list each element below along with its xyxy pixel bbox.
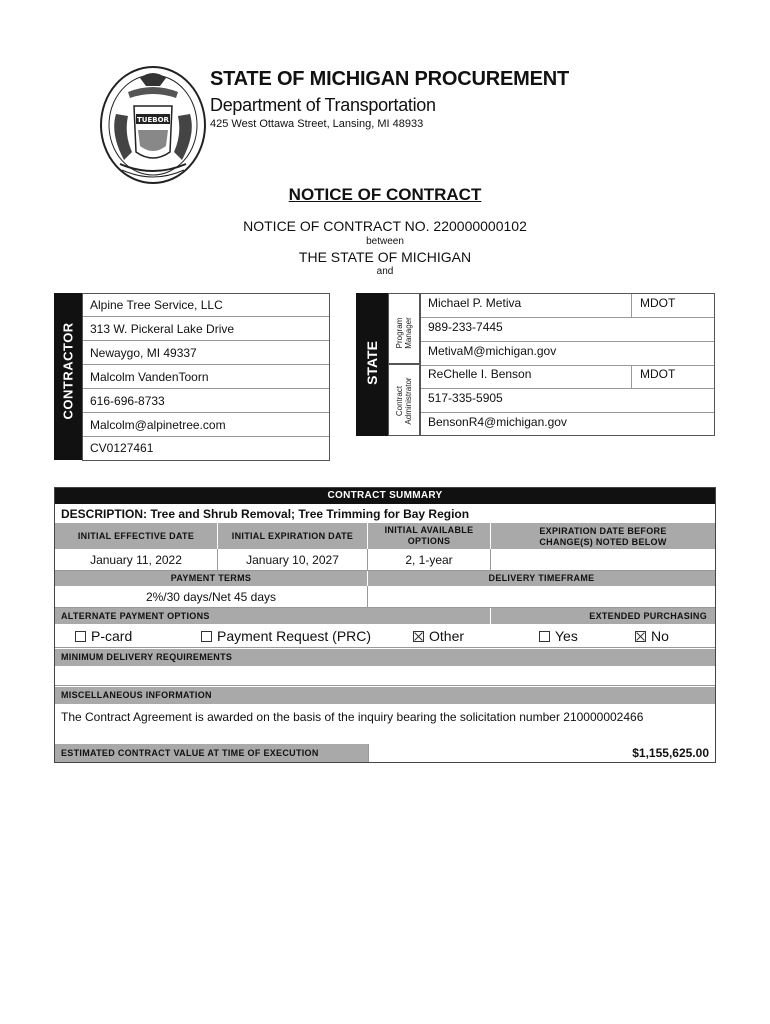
estimated-value-label: ESTIMATED CONTRACT VALUE AT TIME OF EXECUTION [55,744,368,762]
other-option[interactable] [413,628,464,644]
contractor-name: Alpine Tree Service, LLC [83,294,329,317]
page-title: STATE OF MICHIGAN PROCUREMENT [210,68,570,90]
pm-name: Michael P. Metiva [421,294,631,318]
min-delivery-label: MINIMUM DELIVERY REQUIREMENTS [55,649,715,666]
pcard-checkbox[interactable] [75,631,86,642]
department-address: 425 West Ottawa Street, Lansing, MI 48933 [210,118,424,130]
other-label: Other [429,628,465,644]
contractor-phone: 616-696-8733 [83,390,329,413]
available-options-value: 2, 1-year [368,549,491,571]
misc-info-text: The Contract Agreement is awarded on the basis of the inquiry bearing the solicitation number 210000002466 [61,710,644,724]
col-effective-date: INITIAL EFFECTIVE DATE [55,523,218,549]
between-text: between [366,236,404,247]
state-label: STATE [364,341,380,385]
prc-checkbox[interactable] [201,631,212,642]
ca-name: ReChelle I. Benson [421,365,631,389]
other-checkbox[interactable] [413,631,424,642]
payment-terms-value: 2%/30 days/Net 45 days [55,586,368,608]
contract-description: DESCRIPTION: Tree and Shrub Removal; Tree Trimming for Bay Region [61,507,470,521]
pm-agency: MDOT [631,294,714,318]
payment-terms-label: PAYMENT TERMS [55,571,368,586]
col-expiration-before-change: EXPIRATION DATE BEFORE CHANGE(S) NOTED BELOW [491,523,715,549]
state-party: THE STATE OF MICHIGAN [298,249,472,265]
department-name: Department of Transportation [210,95,436,115]
pm-phone: 989-233-7445 [421,318,714,342]
yes-checkbox[interactable] [539,631,550,642]
ca-email: BensonR4@michigan.gov [428,415,567,429]
contractor-label: CONTRACTOR [60,322,76,420]
expiration-date-value: January 10, 2027 [218,549,368,571]
payment-options-row [55,624,715,648]
ca-agency: MDOT [631,365,714,389]
pcard-option[interactable] [75,628,132,644]
col-available-options: INITIAL AVAILABLE OPTIONS [368,523,491,549]
min-delivery-value [55,666,715,686]
no-option[interactable] [635,628,669,644]
contractor-info-box [82,293,330,461]
prc-option[interactable] [201,628,371,644]
effective-date-value: January 11, 2022 [55,549,218,571]
col-expiration-date: INITIAL EXPIRATION DATE [218,523,368,549]
program-manager-label: Program Manager [395,317,413,349]
expiration-before-change-value [491,549,715,571]
contract-administrator-role-box [388,364,420,436]
pcard-label: P-card [91,628,133,644]
summary-heading: CONTRACT SUMMARY [55,488,715,504]
and-text: and [376,266,394,277]
contractor-street: 313 W. Pickeral Lake Drive [83,318,329,341]
estimated-value: $1,155,625.00 [368,744,715,762]
alternate-payment-label: ALTERNATE PAYMENT OPTIONS [55,608,491,624]
notice-heading: NOTICE OF CONTRACT [288,185,482,204]
contractor-contact: Malcolm VandenToorn [83,366,329,389]
michigan-state-seal-icon [98,64,208,186]
contractor-email: Malcolm@alpinetree.com [83,414,329,437]
yes-label: Yes [555,628,578,644]
yes-option[interactable] [539,628,578,644]
contractor-vendor-id: CV0127461 [90,441,154,455]
contractor-side-band [54,293,82,460]
no-label: No [651,628,669,644]
state-contacts-box [420,293,715,436]
no-checkbox[interactable] [635,631,646,642]
state-side-band [356,293,388,436]
program-manager-role-box [388,293,420,364]
delivery-timeframe-value [368,586,715,608]
pm-email: MetivaM@michigan.gov [421,342,714,366]
seal-motto: TUEBOR [137,116,169,124]
misc-info-label: MISCELLANEOUS INFORMATION [55,687,715,704]
contract-number: NOTICE OF CONTRACT NO. 220000000102 [243,218,527,234]
prc-label: Payment Request (PRC) [217,628,372,644]
contract-summary-table [54,487,716,763]
contractor-city: Newaygo, MI 49337 [83,342,329,365]
ca-phone: 517-335-5905 [421,389,714,413]
delivery-timeframe-label: DELIVERY TIMEFRAME [368,571,715,586]
extended-purchasing-label: EXTENDED PURCHASING [491,608,715,624]
contract-administrator-label: Contract Administrator [395,377,413,425]
